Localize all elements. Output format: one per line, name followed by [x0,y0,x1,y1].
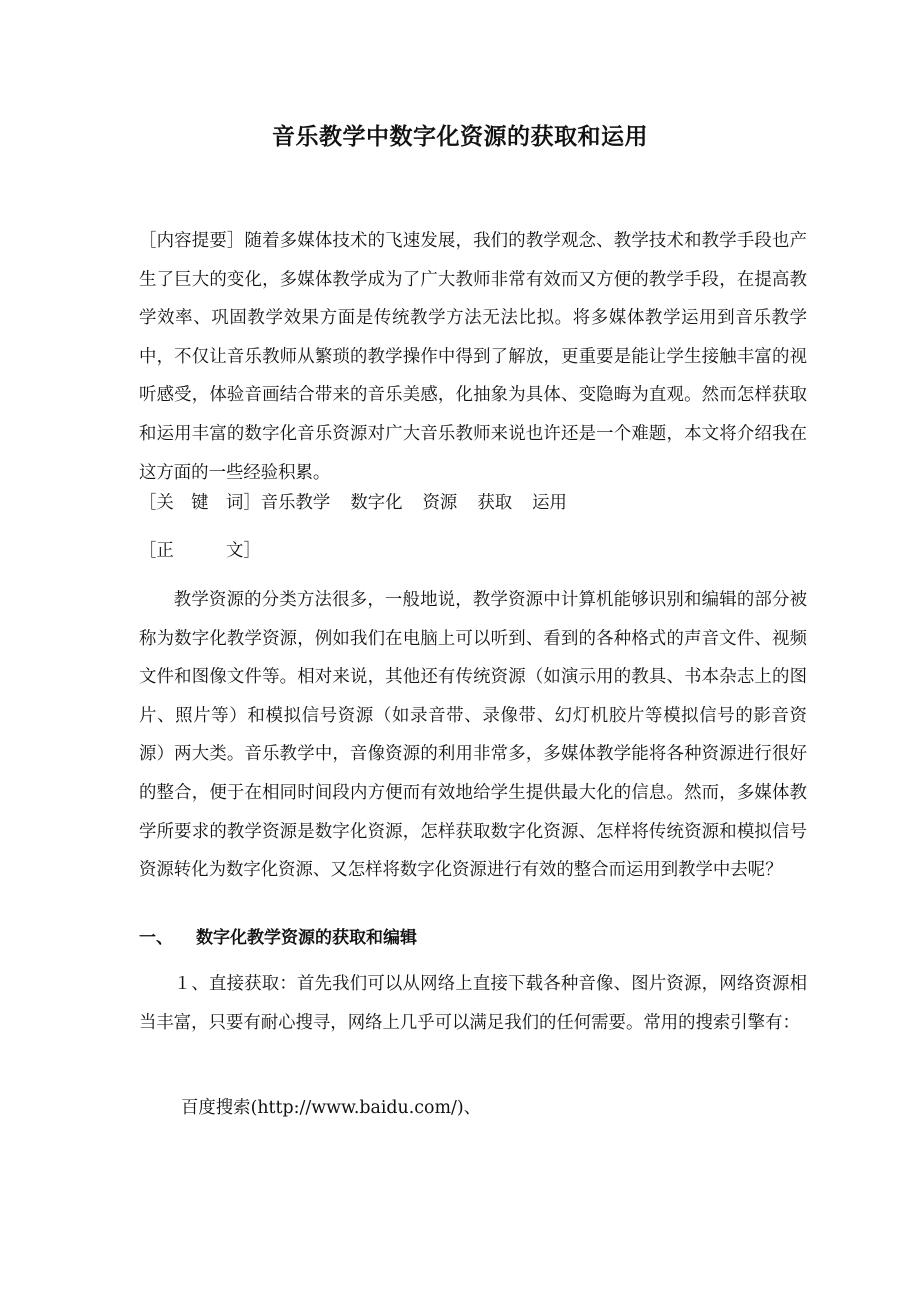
keyword-item: 运用 [532,493,567,513]
keywords-line [139,484,587,522]
search-engine-line: 百度搜索(http://www.baidu.com/)、 [181,1098,482,1118]
keyword-item: 数字化 [350,493,403,513]
keyword-item: 资源 [422,493,458,513]
item1-paragraph: １、直接获取：首先我们可以从网络上直接下载各种音像、图片资源，网络资源相当丰富，只要有耐心搜寻，网络上几乎可以满足我们的任何需要。常用的搜索引擎有： [139,974,807,1033]
document-title: 音乐教学中数字化资源的获取和运用 [272,124,648,150]
intro-paragraph: 教学资源的分类方法很多，一般地说，教学资源中计算机能够识别和编辑的部分被称为数字化教学资源，例如我们在电脑上可以听到、看到的各种格式的声音文件、视频文件和图像文件等。相对来说，其他还有传统资源（如演示用的教具、书本杂志上的图片、照片等）和模拟信号资源（如录音带、录像带、幻灯机胶片等模拟信号的影音资源）两大类。音乐教学中，音像资源的利用非常多，多媒体教学能将各种资源进行很好的整合，便于在相同时间段内方便而有效地给学生提供最大化的信息。然而，多媒体教学所要求的教学资源是数字化资源，怎样获取数字化资源、怎样将传统资源和模拟信号资源转化为数字化资源、又怎样将数字化资源进行有效的整合而运用到教学中去呢？ [139,590,807,881]
section-title: 数字化教学资源的获取和编辑 [196,928,417,948]
section-number: 一、 [139,928,173,948]
section-heading [139,919,417,957]
keywords-label: ［关 键 词］ [139,493,261,513]
keyword-item: 音乐教学 [260,493,331,513]
body-label: ［正 文］ [139,541,261,561]
keyword-item: 获取 [477,493,513,513]
abstract-paragraph: ［内容提要］随着多媒体技术的飞速发展，我们的教学观念、教学技术和教学手段也产生了巨大的变化，多媒体教学成为了广大教师非常有效而又方便的教学手段，在提高教学效率、巩固教学效果方面是传统教学方法无法比拟。将多媒体教学运用到音乐教学中，不仅让音乐教师从繁琐的教学操作中得到了解放，更重要是能让学生接触丰富的视听感受，体验音画结合带来的音乐美感，化抽象为具体、变隐晦为直观。然而怎样获取和运用丰富的数字化音乐资源对广大音乐教师来说也许还是一个难题，本文将介绍我在这方面的一些经验积累。 [139,231,807,483]
